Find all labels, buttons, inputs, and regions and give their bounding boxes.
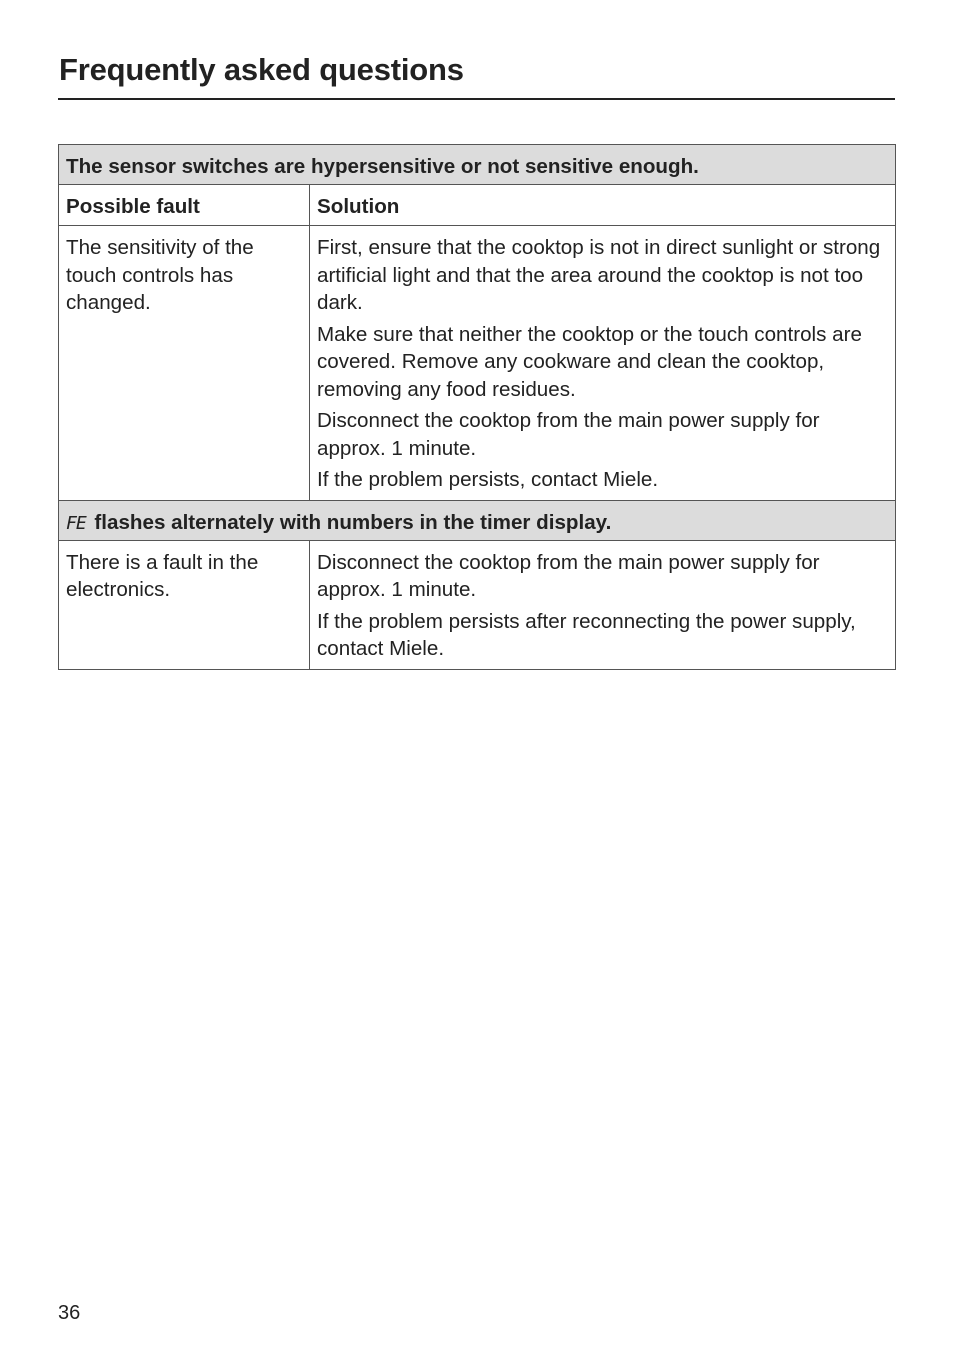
solution-step: If the problem persists after reconnecting the power supply, contact Miele.: [317, 609, 856, 660]
solution-cell: [310, 226, 896, 501]
solution-step: Disconnect the cooktop from the main power supply for approx. 1 minute.: [317, 550, 820, 601]
section-heading: The sensor switches are hypersensitive or not sensitive enough.: [59, 145, 896, 185]
page-title: Frequently asked questions: [59, 52, 464, 87]
section-heading: [59, 500, 896, 540]
table-row: [59, 226, 896, 501]
solution-cell: [310, 540, 896, 669]
solution-step: Make sure that neither the cooktop or the touch controls are covered. Remove any cookware and clean the cooktop, removing any food residues.: [317, 322, 862, 401]
solution-step: If the problem persists, contact Miele.: [317, 468, 659, 491]
faq-table: [58, 144, 896, 670]
fe-code-display: FE: [66, 512, 86, 534]
column-header-row: [59, 185, 896, 226]
fault-cell: The sensitivity of the touch controls has changed.: [59, 226, 310, 501]
title-rule: [58, 98, 895, 100]
column-header-solution: Solution: [310, 185, 896, 226]
section-heading-row: [59, 145, 896, 185]
solution-step: First, ensure that the cooktop is not in direct sunlight or strong artificial light and that the area around the cooktop is not too dark.: [317, 236, 881, 314]
section-heading-row: [59, 500, 896, 540]
fault-cell: There is a fault in the electronics.: [59, 540, 310, 669]
page-number: 36: [58, 1302, 81, 1324]
column-header-fault: Possible fault: [59, 185, 310, 226]
solution-step: Disconnect the cooktop from the main power supply for approx. 1 minute.: [317, 409, 820, 460]
table-row: [59, 540, 896, 669]
section-heading-text: flashes alternately with numbers in the timer display.: [94, 510, 612, 534]
